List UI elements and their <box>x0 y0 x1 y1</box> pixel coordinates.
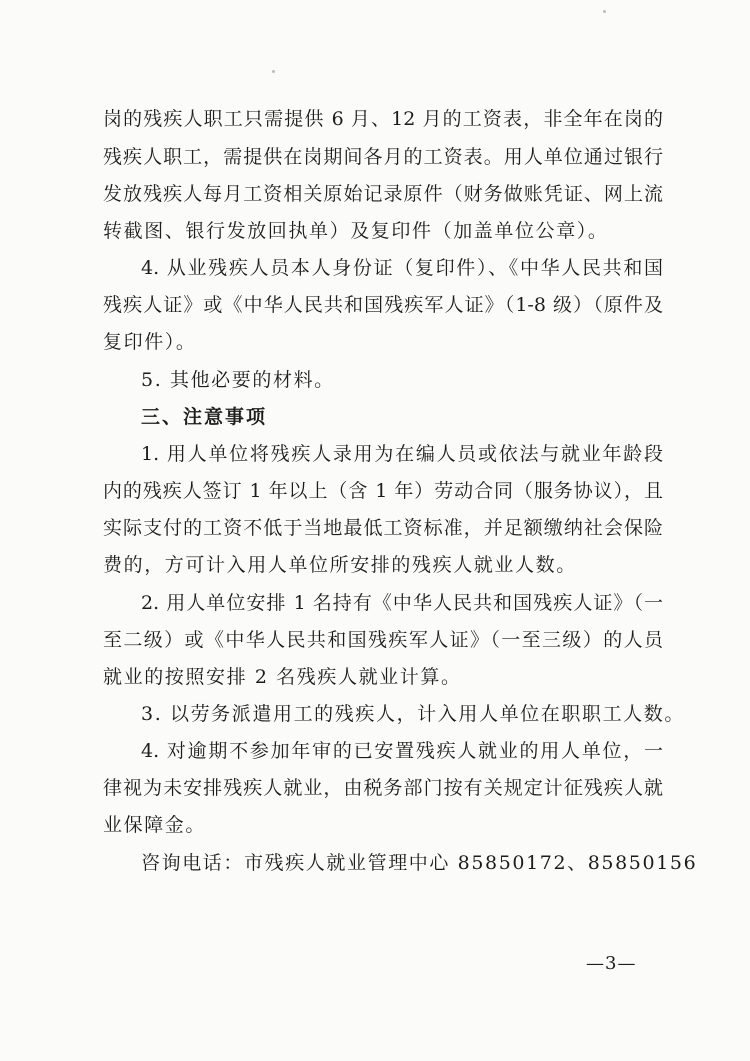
section-heading: 三、注意事项 <box>141 406 268 428</box>
body-line: 岗的残疾人职工只需提供 6 月、12 月的工资表，非全年在岗的 <box>103 108 663 130</box>
body-line: 4. 从业残疾人员本人身份证（复印件）、《中华人民共和国 <box>141 257 663 279</box>
body-line: 2. 用人单位安排 1 名持有《中华人民共和国残疾人证》（一 <box>141 592 663 614</box>
body-line: 业保障金。 <box>103 814 207 836</box>
body-line: 转截图、银行发放回执单）及复印件（加盖单位公章）。 <box>103 220 609 242</box>
body-line: 至二级）或《中华人民共和国残疾军人证》（一至三级）的人员 <box>103 629 663 651</box>
body-line: 发放残疾人每月工资相关原始记录原件（财务做账凭证、网上流 <box>103 183 663 205</box>
body-line: 3. 以劳务派遣用工的残疾人，计入用人单位在职职工人数。 <box>141 703 685 725</box>
body-line: 内的残疾人签订 1 年以上（含 1 年）劳动合同（服务协议），且 <box>103 480 663 502</box>
scan-speck <box>272 70 275 73</box>
scan-speck <box>603 10 606 13</box>
body-line: 4. 对逾期不参加年审的已安置残疾人就业的用人单位，一 <box>141 740 663 762</box>
body-line: 复印件）。 <box>103 331 197 353</box>
body-line: 残疾人职工，需提供在岗期间各月的工资表。用人单位通过银行 <box>103 146 663 168</box>
body-line: 律视为未安排残疾人就业，由税务部门按有关规定计征残疾人就 <box>103 777 663 799</box>
body-line: 5. 其他必要的材料。 <box>141 369 335 391</box>
page-number: —3— <box>586 953 637 974</box>
body-line: 残疾人证》或《中华人民共和国残疾军人证》（1-8 级）（原件及 <box>103 294 663 316</box>
body-line: 实际支付的工资不低于当地最低工资标准，并足额缴纳社会保险 <box>103 517 663 539</box>
body-line: 就业的按照安排 2 名残疾人就业计算。 <box>103 666 462 688</box>
body-line: 1. 用人单位将残疾人录用为在编人员或依法与就业年龄段 <box>141 443 663 465</box>
contact-line: 咨询电话：市残疾人就业管理中心 85850172、85850156 <box>141 852 698 874</box>
body-line: 费的，方可计入用人单位所安排的残疾人就业人数。 <box>103 554 577 576</box>
